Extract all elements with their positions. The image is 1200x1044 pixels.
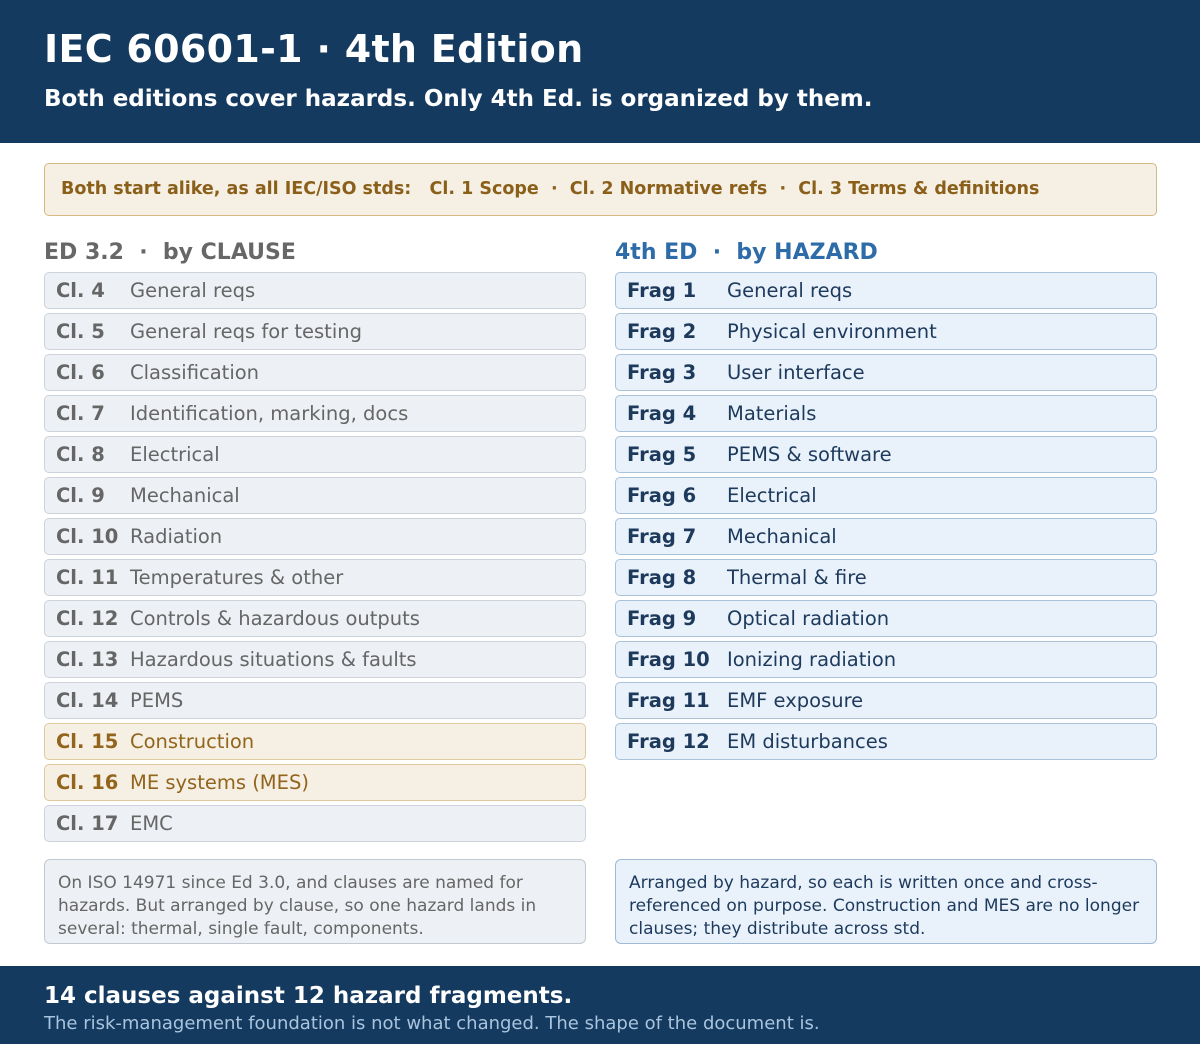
fragment-row-label: Ionizing radiation	[727, 648, 897, 671]
fragment-row-label: Materials	[727, 402, 817, 425]
fragment-row-number: Frag 4	[627, 402, 697, 425]
fragment-row-number: Frag 2	[627, 320, 697, 343]
clause-row-number: Cl. 5	[56, 320, 105, 343]
fragment-row-label: PEMS & software	[727, 443, 892, 466]
header-banner	[0, 0, 1200, 143]
fragment-row-label: Optical radiation	[727, 607, 890, 630]
fragment-row	[615, 723, 1157, 760]
fragment-row-number: Frag 10	[627, 648, 710, 671]
clause-row	[44, 682, 586, 719]
clause-row-label: Construction	[130, 730, 255, 753]
fragment-row-number: Frag 3	[627, 361, 697, 384]
page-title: IEC 60601-1 · 4th Edition	[44, 27, 584, 71]
clause-row-number: Cl. 14	[56, 689, 119, 712]
clause-row-label: EMC	[130, 812, 173, 835]
clause-row-number: Cl. 8	[56, 443, 105, 466]
clause-row-label: Hazardous situations & faults	[130, 648, 417, 671]
clause-row	[44, 805, 586, 842]
fragment-row-number: Frag 11	[627, 689, 710, 712]
fragment-row-number: Frag 12	[627, 730, 710, 753]
clause-row-label: General reqs for testing	[130, 320, 362, 343]
clause-row	[44, 559, 586, 596]
fragment-row	[615, 354, 1157, 391]
fragment-row-number: Frag 9	[627, 607, 697, 630]
clause-row-number: Cl. 4	[56, 279, 105, 302]
clause-row-number: Cl. 17	[56, 812, 119, 835]
clause-row-number: Cl. 16	[56, 771, 119, 794]
fragment-row-number: Frag 7	[627, 525, 697, 548]
clause-row-label: ME systems (MES)	[130, 771, 309, 794]
page-subtitle: Both editions cover hazards. Only 4th Ed. is organized by them.	[44, 86, 873, 112]
clause-row	[44, 436, 586, 473]
clause-row	[44, 313, 586, 350]
clause-row	[44, 600, 586, 637]
fragment-row	[615, 682, 1157, 719]
fragment-row-label: General reqs	[727, 279, 853, 302]
clause-row-label: Temperatures & other	[130, 566, 344, 589]
clause-row-label: General reqs	[130, 279, 256, 302]
fragment-row-label: EMF exposure	[727, 689, 864, 712]
clause-row-number: Cl. 10	[56, 525, 119, 548]
clause-row-label: Identification, marking, docs	[130, 402, 409, 425]
clause-row-number: Cl. 13	[56, 648, 119, 671]
fragment-row-number: Frag 1	[627, 279, 697, 302]
fragment-row-label: Mechanical	[727, 525, 837, 548]
clause-row-label: Classification	[130, 361, 260, 384]
clause-list	[44, 272, 586, 846]
fragment-row-number: Frag 8	[627, 566, 697, 589]
clause-row	[44, 395, 586, 432]
fragment-row	[615, 395, 1157, 432]
fragment-row	[615, 518, 1157, 555]
clause-row-label: Radiation	[130, 525, 223, 548]
clause-row-label: Controls & hazardous outputs	[130, 607, 420, 630]
fragment-row-label: Physical environment	[727, 320, 937, 343]
footer-banner	[0, 966, 1200, 1044]
footer-headline: 14 clauses against 12 hazard fragments.	[44, 983, 573, 1009]
left-column-title: ED 3.2 · by CLAUSE	[44, 240, 296, 265]
fragment-row	[615, 559, 1157, 596]
clause-row-number: Cl. 11	[56, 566, 119, 589]
fragment-row-number: Frag 6	[627, 484, 697, 507]
clause-row	[44, 354, 586, 391]
clause-row-label: Electrical	[130, 443, 220, 466]
fragment-row	[615, 600, 1157, 637]
fragment-row	[615, 313, 1157, 350]
fragment-row-label: User interface	[727, 361, 865, 384]
clause-row-number: Cl. 12	[56, 607, 119, 630]
fragment-row	[615, 477, 1157, 514]
fragment-row-label: Thermal & fire	[727, 566, 867, 589]
fragment-row-label: Electrical	[727, 484, 817, 507]
common-clauses-banner: Both start alike, as all IEC/ISO stds: Cl. 1 Scope · Cl. 2 Normative refs · Cl. 3 Terms & definitions	[44, 163, 1157, 216]
clause-row-number: Cl. 9	[56, 484, 105, 507]
clause-row-number: Cl. 15	[56, 730, 119, 753]
fragment-row-label: EM disturbances	[727, 730, 888, 753]
clause-row	[44, 477, 586, 514]
clause-row-label: PEMS	[130, 689, 184, 712]
clause-row	[44, 764, 586, 801]
fragment-list	[615, 272, 1157, 764]
clause-row-number: Cl. 6	[56, 361, 105, 384]
clause-row	[44, 641, 586, 678]
footer-subline: The risk-management foundation is not what changed. The shape of the document is.	[44, 1013, 820, 1034]
clause-row-label: Mechanical	[130, 484, 240, 507]
fragment-row	[615, 272, 1157, 309]
right-note: Arranged by hazard, so each is written once and cross-referenced on purpose. Construction and MES are no longer clauses; they distribute across std.	[615, 859, 1157, 944]
fragment-row	[615, 436, 1157, 473]
clause-row	[44, 518, 586, 555]
right-column-title: 4th ED · by HAZARD	[615, 240, 878, 265]
left-note: On ISO 14971 since Ed 3.0, and clauses are named for hazards. But arranged by clause, so one hazard lands in several: thermal, single fault, components.	[44, 859, 586, 944]
fragment-row	[615, 641, 1157, 678]
clause-row	[44, 272, 586, 309]
clause-row-number: Cl. 7	[56, 402, 105, 425]
fragment-row-number: Frag 5	[627, 443, 697, 466]
clause-row	[44, 723, 586, 760]
